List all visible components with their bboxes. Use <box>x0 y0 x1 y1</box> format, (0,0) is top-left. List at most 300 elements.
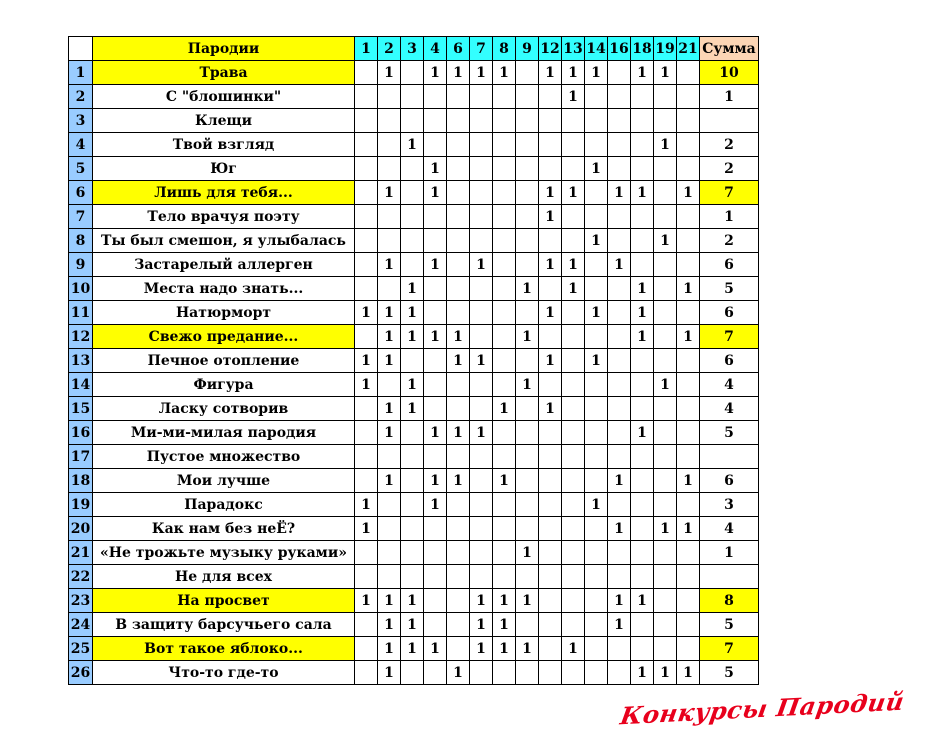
vote-cell <box>677 613 700 637</box>
table-row <box>69 589 759 613</box>
parody-title: Мои лучше <box>93 469 355 493</box>
vote-cell: 1 <box>516 277 539 301</box>
vote-cell: 1 <box>608 181 631 205</box>
parody-title: Вот такое яблоко... <box>93 637 355 661</box>
vote-cell <box>470 157 493 181</box>
vote-cell <box>378 373 401 397</box>
vote-cell: 1 <box>470 637 493 661</box>
vote-cell <box>631 205 654 229</box>
vote-cell <box>470 661 493 685</box>
vote-cell: 1 <box>401 589 424 613</box>
vote-cell: 1 <box>378 469 401 493</box>
vote-cell <box>585 565 608 589</box>
vote-cell <box>677 85 700 109</box>
vote-cell <box>539 589 562 613</box>
parody-title: Ты был смешон, я улыбалась <box>93 229 355 253</box>
vote-cell <box>654 109 677 133</box>
vote-cell <box>378 445 401 469</box>
vote-cell: 1 <box>355 373 378 397</box>
vote-cell <box>585 661 608 685</box>
table-row <box>69 325 759 349</box>
vote-cell <box>585 373 608 397</box>
vote-cell <box>401 445 424 469</box>
vote-cell <box>539 541 562 565</box>
vote-cell: 1 <box>585 493 608 517</box>
vote-cell <box>401 349 424 373</box>
parody-title: «Не трожьте музыку руками» <box>93 541 355 565</box>
vote-cell <box>493 157 516 181</box>
vote-cell: 1 <box>401 613 424 637</box>
vote-cell <box>677 301 700 325</box>
row-sum: 6 <box>700 301 759 325</box>
row-sum: 1 <box>700 205 759 229</box>
column-header: 7 <box>470 37 493 61</box>
table-row <box>69 421 759 445</box>
row-number: 12 <box>69 325 93 349</box>
parody-title: С "блошинки" <box>93 85 355 109</box>
vote-cell <box>355 469 378 493</box>
row-number: 1 <box>69 61 93 85</box>
vote-cell <box>516 205 539 229</box>
vote-cell: 1 <box>631 61 654 85</box>
vote-cell: 1 <box>654 61 677 85</box>
sum-header: Сумма <box>700 37 759 61</box>
vote-cell <box>585 133 608 157</box>
vote-cell <box>677 229 700 253</box>
vote-cell: 1 <box>631 301 654 325</box>
vote-cell: 1 <box>355 493 378 517</box>
vote-cell <box>493 661 516 685</box>
vote-cell <box>608 325 631 349</box>
vote-cell <box>470 109 493 133</box>
table-row <box>69 613 759 637</box>
vote-cell <box>447 85 470 109</box>
votes-table <box>68 36 759 685</box>
vote-cell <box>654 469 677 493</box>
vote-cell: 1 <box>562 181 585 205</box>
vote-cell <box>608 277 631 301</box>
table-row <box>69 301 759 325</box>
row-number: 3 <box>69 109 93 133</box>
table-row <box>69 445 759 469</box>
parody-title: Что-то где-то <box>93 661 355 685</box>
vote-cell <box>355 637 378 661</box>
vote-cell <box>677 421 700 445</box>
vote-cell <box>539 469 562 493</box>
vote-cell: 1 <box>378 661 401 685</box>
vote-cell <box>447 493 470 517</box>
vote-cell <box>562 541 585 565</box>
vote-cell <box>470 541 493 565</box>
vote-cell <box>470 397 493 421</box>
vote-cell <box>355 565 378 589</box>
vote-cell <box>493 349 516 373</box>
table-row <box>69 109 759 133</box>
vote-cell: 1 <box>585 301 608 325</box>
vote-cell <box>378 157 401 181</box>
vote-cell <box>378 277 401 301</box>
vote-cell <box>355 325 378 349</box>
vote-cell <box>516 613 539 637</box>
vote-cell: 1 <box>677 277 700 301</box>
vote-cell <box>401 421 424 445</box>
vote-cell <box>470 205 493 229</box>
vote-cell <box>355 397 378 421</box>
vote-cell <box>654 493 677 517</box>
vote-cell <box>631 469 654 493</box>
vote-cell <box>516 85 539 109</box>
vote-cell <box>447 181 470 205</box>
vote-cell <box>424 229 447 253</box>
vote-cell: 1 <box>608 613 631 637</box>
row-number: 9 <box>69 253 93 277</box>
vote-cell <box>378 85 401 109</box>
vote-cell <box>585 85 608 109</box>
vote-cell <box>654 565 677 589</box>
vote-cell <box>631 613 654 637</box>
column-header: 9 <box>516 37 539 61</box>
vote-cell <box>401 181 424 205</box>
vote-cell <box>608 229 631 253</box>
vote-cell <box>585 253 608 277</box>
column-header: 3 <box>401 37 424 61</box>
vote-cell <box>608 661 631 685</box>
vote-cell <box>677 253 700 277</box>
row-number: 4 <box>69 133 93 157</box>
vote-cell: 1 <box>447 661 470 685</box>
vote-cell: 1 <box>470 253 493 277</box>
vote-cell: 1 <box>516 325 539 349</box>
vote-cell <box>562 565 585 589</box>
vote-cell <box>631 349 654 373</box>
vote-cell <box>516 517 539 541</box>
vote-cell <box>424 613 447 637</box>
vote-cell <box>654 637 677 661</box>
vote-cell <box>493 325 516 349</box>
vote-cell: 1 <box>424 61 447 85</box>
row-sum: 2 <box>700 133 759 157</box>
vote-cell <box>539 517 562 541</box>
vote-cell <box>447 205 470 229</box>
vote-cell: 1 <box>355 589 378 613</box>
vote-cell <box>424 589 447 613</box>
vote-cell: 1 <box>424 421 447 445</box>
vote-cell: 1 <box>378 349 401 373</box>
table-row <box>69 469 759 493</box>
vote-cell <box>631 637 654 661</box>
table-row <box>69 661 759 685</box>
vote-cell <box>447 565 470 589</box>
vote-cell: 1 <box>585 349 608 373</box>
vote-cell <box>355 421 378 445</box>
table-row <box>69 637 759 661</box>
vote-cell <box>447 589 470 613</box>
vote-cell: 1 <box>608 253 631 277</box>
vote-cell <box>355 181 378 205</box>
vote-cell <box>585 445 608 469</box>
table-row <box>69 397 759 421</box>
vote-cell <box>608 541 631 565</box>
vote-cell: 1 <box>539 205 562 229</box>
vote-cell <box>470 85 493 109</box>
table-row <box>69 253 759 277</box>
row-sum: 10 <box>700 61 759 85</box>
vote-cell <box>585 325 608 349</box>
vote-cell <box>447 277 470 301</box>
row-number: 16 <box>69 421 93 445</box>
column-header: 2 <box>378 37 401 61</box>
vote-cell: 1 <box>401 277 424 301</box>
vote-cell <box>585 637 608 661</box>
vote-cell <box>585 277 608 301</box>
vote-cell <box>585 613 608 637</box>
row-number: 23 <box>69 589 93 613</box>
vote-cell: 1 <box>493 613 516 637</box>
vote-cell <box>447 109 470 133</box>
vote-cell <box>539 373 562 397</box>
vote-cell <box>562 301 585 325</box>
vote-cell <box>631 373 654 397</box>
vote-cell <box>470 277 493 301</box>
vote-cell <box>493 109 516 133</box>
vote-cell: 1 <box>539 397 562 421</box>
vote-cell: 1 <box>470 61 493 85</box>
row-sum: 5 <box>700 613 759 637</box>
vote-cell <box>493 517 516 541</box>
parody-title: Свежо предание... <box>93 325 355 349</box>
vote-cell <box>355 277 378 301</box>
column-header: 14 <box>585 37 608 61</box>
vote-cell <box>608 349 631 373</box>
vote-cell: 1 <box>424 253 447 277</box>
vote-cell: 1 <box>677 181 700 205</box>
vote-cell <box>654 445 677 469</box>
vote-cell: 1 <box>631 421 654 445</box>
vote-cell <box>355 205 378 229</box>
vote-cell: 1 <box>608 589 631 613</box>
vote-cell <box>654 397 677 421</box>
row-sum: 6 <box>700 469 759 493</box>
row-sum: 7 <box>700 181 759 205</box>
vote-cell: 1 <box>493 61 516 85</box>
vote-cell <box>355 661 378 685</box>
vote-cell: 1 <box>470 421 493 445</box>
vote-cell: 1 <box>677 325 700 349</box>
table-row <box>69 229 759 253</box>
vote-cell <box>470 301 493 325</box>
vote-cell: 1 <box>470 349 493 373</box>
vote-cell <box>585 589 608 613</box>
row-sum <box>700 565 759 589</box>
row-sum: 4 <box>700 373 759 397</box>
vote-cell <box>355 109 378 133</box>
column-header: 6 <box>447 37 470 61</box>
vote-cell: 1 <box>447 325 470 349</box>
vote-cell <box>355 613 378 637</box>
vote-cell: 1 <box>355 301 378 325</box>
vote-cell: 1 <box>424 157 447 181</box>
row-sum: 4 <box>700 517 759 541</box>
vote-cell <box>401 61 424 85</box>
vote-cell <box>470 373 493 397</box>
vote-cell: 1 <box>677 517 700 541</box>
vote-cell <box>401 253 424 277</box>
vote-cell <box>424 349 447 373</box>
vote-cell <box>378 517 401 541</box>
vote-cell <box>470 493 493 517</box>
vote-cell <box>424 205 447 229</box>
vote-cell <box>516 61 539 85</box>
vote-cell <box>677 397 700 421</box>
vote-cell <box>424 277 447 301</box>
vote-cell: 1 <box>654 661 677 685</box>
vote-cell <box>493 445 516 469</box>
vote-cell <box>493 541 516 565</box>
vote-cell <box>654 613 677 637</box>
vote-cell <box>516 349 539 373</box>
vote-cell <box>539 445 562 469</box>
vote-cell: 1 <box>378 397 401 421</box>
vote-cell <box>677 493 700 517</box>
vote-cell: 1 <box>631 589 654 613</box>
column-header: 13 <box>562 37 585 61</box>
vote-cell <box>516 301 539 325</box>
parody-title: Тело врачуя поэту <box>93 205 355 229</box>
vote-cell <box>539 421 562 445</box>
row-number: 25 <box>69 637 93 661</box>
vote-cell <box>562 373 585 397</box>
column-header: 19 <box>654 37 677 61</box>
vote-cell: 1 <box>631 661 654 685</box>
vote-cell <box>539 637 562 661</box>
vote-cell <box>654 253 677 277</box>
vote-cell <box>447 397 470 421</box>
vote-cell <box>493 565 516 589</box>
table-row <box>69 565 759 589</box>
vote-cell <box>585 517 608 541</box>
vote-cell <box>355 541 378 565</box>
vote-cell <box>447 445 470 469</box>
vote-cell <box>401 109 424 133</box>
vote-cell <box>562 205 585 229</box>
vote-cell <box>539 85 562 109</box>
vote-cell: 1 <box>355 517 378 541</box>
row-sum: 3 <box>700 493 759 517</box>
parodies-header: Пародии <box>93 37 355 61</box>
vote-cell <box>401 157 424 181</box>
table-row <box>69 277 759 301</box>
vote-cell <box>470 181 493 205</box>
vote-cell <box>585 109 608 133</box>
vote-cell <box>470 133 493 157</box>
vote-cell: 1 <box>585 61 608 85</box>
row-sum: 4 <box>700 397 759 421</box>
vote-cell <box>562 445 585 469</box>
table-row <box>69 373 759 397</box>
vote-cell: 1 <box>447 469 470 493</box>
parody-title: Печное отопление <box>93 349 355 373</box>
vote-cell <box>539 325 562 349</box>
row-number: 22 <box>69 565 93 589</box>
vote-cell: 1 <box>424 325 447 349</box>
vote-cell <box>631 445 654 469</box>
vote-cell <box>401 469 424 493</box>
vote-cell <box>378 229 401 253</box>
vote-cell <box>447 613 470 637</box>
row-sum: 5 <box>700 277 759 301</box>
row-number: 13 <box>69 349 93 373</box>
vote-cell <box>401 493 424 517</box>
vote-cell <box>516 133 539 157</box>
vote-cell <box>608 85 631 109</box>
column-header: 12 <box>539 37 562 61</box>
vote-cell: 1 <box>401 373 424 397</box>
vote-cell <box>401 205 424 229</box>
vote-cell <box>562 469 585 493</box>
vote-cell: 1 <box>378 301 401 325</box>
vote-cell <box>424 517 447 541</box>
vote-cell <box>608 373 631 397</box>
vote-cell <box>424 661 447 685</box>
vote-cell <box>447 301 470 325</box>
vote-cell <box>654 325 677 349</box>
row-number: 2 <box>69 85 93 109</box>
parody-title: Как нам без неЁ? <box>93 517 355 541</box>
parody-title: Клещи <box>93 109 355 133</box>
vote-cell <box>562 661 585 685</box>
vote-cell <box>608 157 631 181</box>
vote-cell: 1 <box>585 229 608 253</box>
vote-cell: 1 <box>631 181 654 205</box>
vote-cell <box>401 517 424 541</box>
table-row <box>69 85 759 109</box>
vote-cell: 1 <box>493 637 516 661</box>
vote-cell <box>355 445 378 469</box>
vote-cell <box>401 541 424 565</box>
row-number: 17 <box>69 445 93 469</box>
vote-cell <box>493 229 516 253</box>
parody-title: В защиту барсучьего сала <box>93 613 355 637</box>
vote-cell: 1 <box>401 301 424 325</box>
row-number: 20 <box>69 517 93 541</box>
row-number: 10 <box>69 277 93 301</box>
vote-cell <box>608 397 631 421</box>
vote-cell <box>424 85 447 109</box>
vote-cell: 1 <box>631 277 654 301</box>
vote-cell <box>470 229 493 253</box>
vote-cell <box>608 61 631 85</box>
vote-cell <box>631 109 654 133</box>
vote-cell <box>447 541 470 565</box>
vote-cell <box>608 133 631 157</box>
vote-cell <box>654 85 677 109</box>
vote-cell <box>631 565 654 589</box>
vote-cell: 1 <box>447 421 470 445</box>
table-row <box>69 205 759 229</box>
vote-cell <box>493 277 516 301</box>
table-row <box>69 493 759 517</box>
vote-cell <box>401 565 424 589</box>
vote-cell <box>447 637 470 661</box>
vote-cell <box>654 349 677 373</box>
vote-cell <box>493 133 516 157</box>
vote-cell: 1 <box>378 253 401 277</box>
vote-cell: 1 <box>516 589 539 613</box>
vote-cell <box>585 469 608 493</box>
vote-cell <box>424 397 447 421</box>
row-sum: 6 <box>700 253 759 277</box>
vote-cell <box>631 493 654 517</box>
